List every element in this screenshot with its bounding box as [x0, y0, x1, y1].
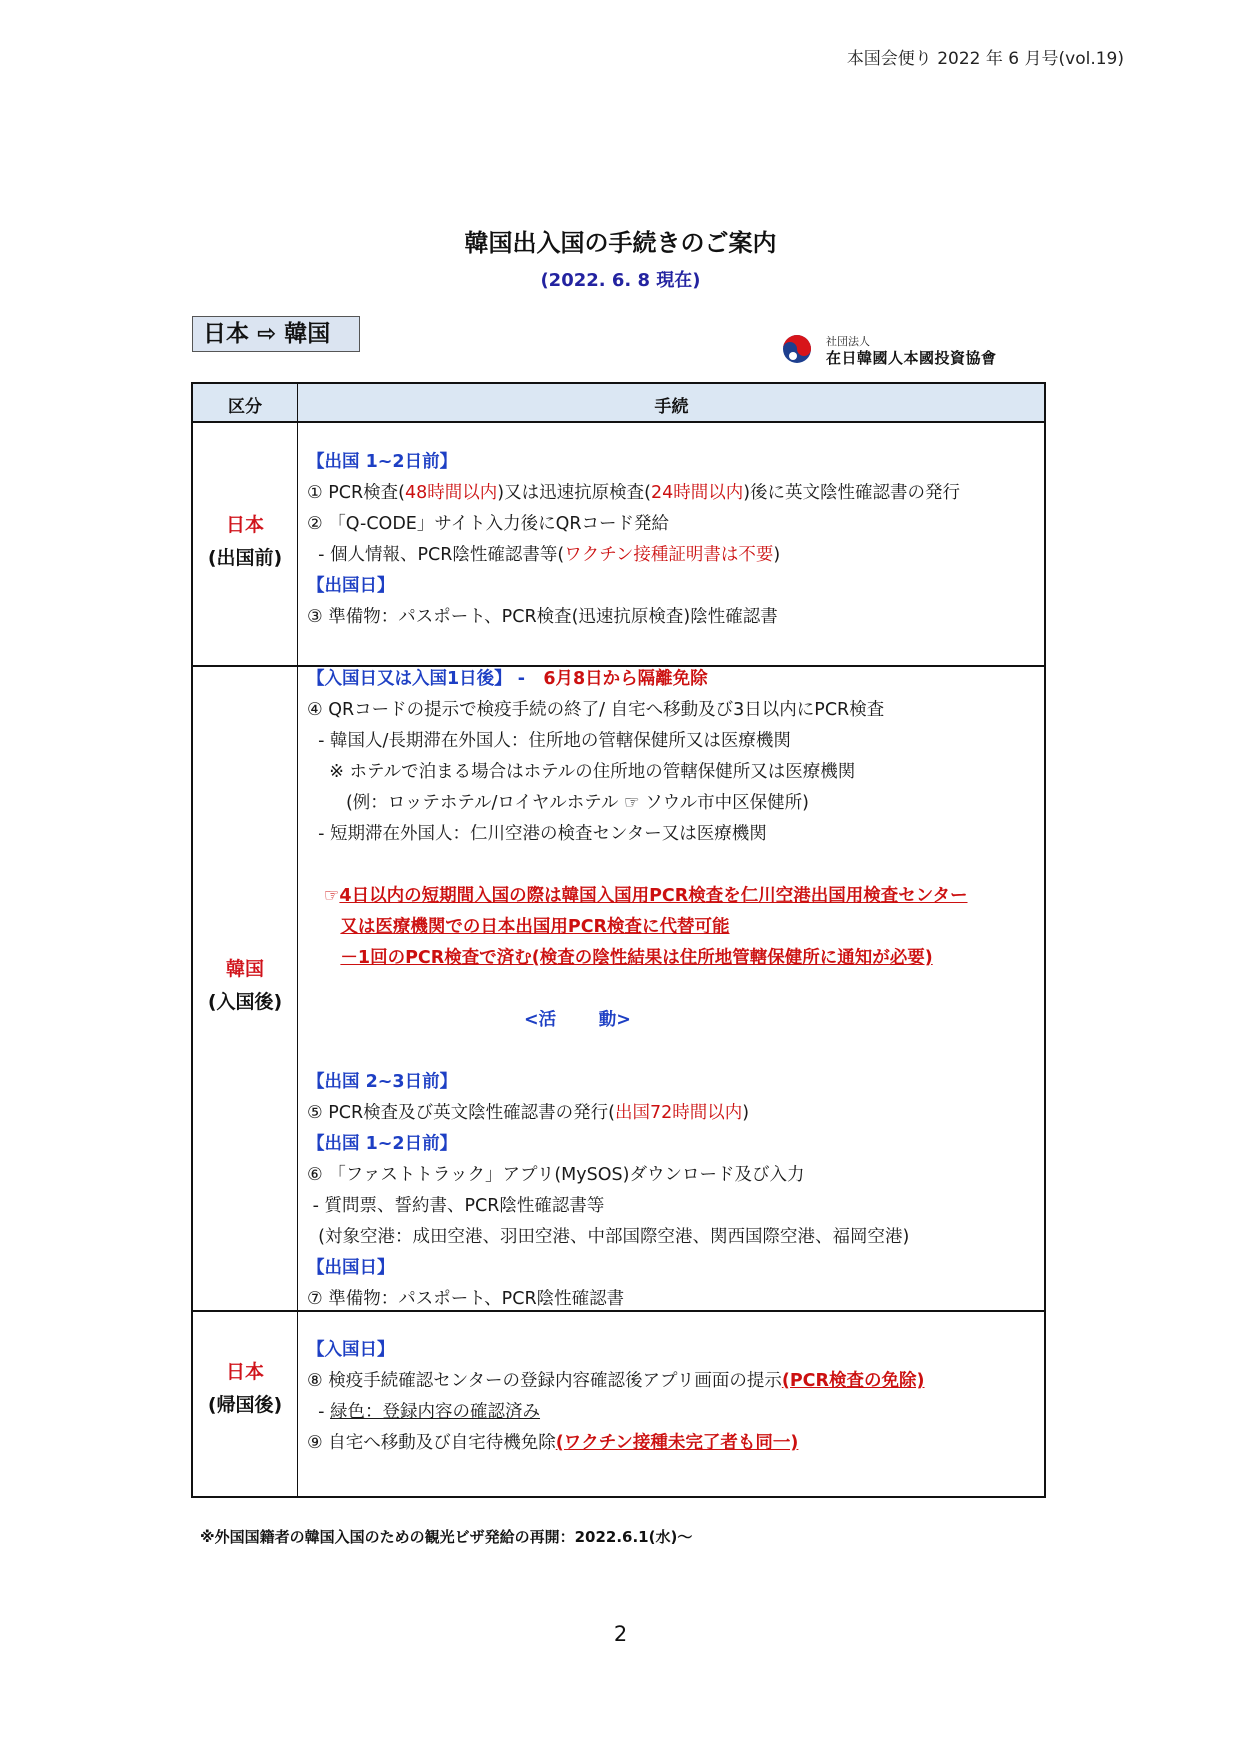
procedure-line — [307, 757, 1044, 788]
procedure-line — [307, 1428, 1044, 1459]
procedure-line — [307, 1160, 1044, 1191]
category-sub: (入国後) — [207, 991, 283, 1013]
category-main: 日本 — [225, 514, 264, 536]
procedure-text: 48時間以内 — [405, 483, 498, 503]
procedure-text: 24時間以内 — [650, 483, 744, 503]
association-logo — [782, 334, 1014, 374]
procedure-text: 【出国日】 — [307, 576, 395, 596]
procedure-line — [307, 1098, 1044, 1129]
procedure-lines — [307, 447, 1044, 633]
category-cell — [193, 509, 297, 575]
category-sub: (出国前) — [207, 547, 283, 569]
category-main: 日本 — [225, 1361, 264, 1383]
procedure-line — [307, 1284, 1044, 1315]
procedure-line — [307, 509, 1044, 540]
column-divider — [297, 384, 298, 421]
procedure-text: (ワクチン接種未完了者も同一) — [555, 1433, 799, 1453]
procedure-text: 【入国日】 — [307, 1340, 395, 1360]
procedure-line — [307, 1191, 1044, 1222]
header-category: 区分 — [228, 397, 262, 417]
procedure-text: 【出国日】 — [307, 1258, 395, 1278]
procedure-text: )後に英文陰性確認書の発行 — [743, 483, 961, 503]
procedure-text: ④ QRコードの提示で検疫手続の終了/ 自宅へ移動及び3日以内にPCR検査 — [307, 700, 885, 720]
procedure-line — [307, 447, 1044, 478]
procedure-line — [307, 602, 1044, 633]
procedure-line — [307, 571, 1044, 602]
procedure-line — [307, 1067, 1044, 1098]
column-divider — [297, 667, 298, 1310]
procedure-line — [307, 1397, 1044, 1428]
category-main: 韓国 — [225, 958, 264, 980]
procedure-text: ⑤ PCR検査及び英文陰性確認書の発行( — [307, 1103, 616, 1123]
procedure-text: (例：ロッテホテル/ロイヤルホテル ☞ ソウル市中区保健所) — [307, 793, 809, 813]
procedure-text: 又は医療機関での日本出国用PCR検査に代替可能 — [340, 917, 730, 937]
procedure-line — [307, 819, 1044, 850]
table-row-japan-return — [191, 1312, 1046, 1498]
page-number: 2 — [613, 1622, 628, 1646]
procedure-line — [307, 540, 1044, 571]
category-cell — [193, 1356, 297, 1422]
procedure-line — [307, 1005, 1044, 1036]
procedure-text: 6月8日から隔離免除 — [543, 669, 708, 689]
procedure-text: - 短期滞在外国人：仁川空港の検査センター又は医療機関 — [307, 824, 767, 844]
route-label: 日本 ⇨ 韓国 — [192, 316, 360, 352]
procedure-text: ⑥ 「ファストトラック」アプリ(MySOS)ダウンロード及び入力 — [307, 1165, 805, 1185]
procedure-text: 【出国 1~2日前】 — [307, 452, 458, 472]
table-header — [191, 382, 1046, 423]
header-procedure: 手続 — [654, 397, 689, 417]
procedure-text — [307, 1010, 524, 1030]
procedure-text — [307, 948, 340, 968]
procedure-text: ⑦ 準備物：パスポート、PCR陰性確認書 — [307, 1289, 625, 1309]
procedure-line — [307, 974, 1044, 1005]
page-subtitle: (2022. 6. 8 現在) — [540, 270, 701, 291]
procedure-text: ① PCR検査( — [307, 483, 406, 503]
procedure-text: (対象空港：成田空港、羽田空港、中部国際空港、関西国際空港、福岡空港) — [307, 1227, 910, 1247]
procedure-text: ) — [773, 545, 781, 565]
procedure-text: )又は迅速抗原検査( — [497, 483, 651, 503]
procedure-text: ☞ — [307, 886, 340, 906]
procedure-text: - 個人情報、PCR陰性確認書等( — [307, 545, 565, 565]
table-row-japan-departure — [191, 423, 1046, 667]
logo-subtitle: 社団法人 — [826, 335, 870, 348]
procedure-line — [307, 788, 1044, 819]
procedure-text: 4日以内の短期間入国の際は韓国入国用PCR検査を仁川空港出国用検査センター — [339, 886, 968, 906]
procedure-line — [307, 1129, 1044, 1160]
procedure-text: <活 動> — [523, 1010, 631, 1030]
procedure-lines — [307, 664, 1044, 1315]
procedure-text: - 韓国人/長期滞在外国人：住所地の管轄保健所又は医療機関 — [307, 731, 791, 751]
procedure-text: ⑨ 自宅へ移動及び自宅待機免除 — [307, 1433, 556, 1453]
procedure-text: - — [307, 1402, 331, 1422]
procedure-text: 【出国 1~2日前】 — [307, 1134, 458, 1154]
procedure-text: 【出国 2~3日前】 — [307, 1072, 458, 1092]
procedure-line — [307, 881, 1044, 912]
procedure-line — [307, 726, 1044, 757]
procedure-line — [307, 1222, 1044, 1253]
procedure-text: ⑧ 検疫手続確認センターの登録内容確認後アプリ画面の提示 — [307, 1371, 782, 1391]
procedure-text — [307, 917, 340, 937]
procedure-text: 【入国日又は入国1日後】 - — [307, 669, 544, 689]
procedure-text: 出国72時間以内 — [615, 1103, 743, 1123]
taegeuk-logo-icon — [782, 334, 812, 364]
category-cell — [193, 953, 297, 1019]
column-divider — [297, 1312, 298, 1496]
procedure-line — [307, 695, 1044, 726]
procedure-line — [307, 943, 1044, 974]
procedure-text: ② 「Q-CODE」サイト入力後にQRコード発給 — [307, 514, 670, 534]
procedure-text: ③ 準備物：パスポート、PCR検査(迅速抗原検査)陰性確認書 — [307, 607, 778, 627]
procedure-text: ※ ホテルで泊まる場合はホテルの住所地の管轄保健所又は医療機関 — [307, 762, 856, 782]
procedure-text: (PCR検査の免除) — [781, 1371, 925, 1391]
logo-name: 在日韓國人本國投資協會 — [826, 349, 997, 367]
procedure-line — [307, 1335, 1044, 1366]
column-divider — [297, 423, 298, 665]
procedure-text: 緑色：登録内容の確認済み — [330, 1402, 541, 1422]
page-title: 韓国出入国の手続きのご案内 — [464, 229, 777, 257]
publication-header: 本国会便り 2022 年 6 月号(vol.19) — [846, 49, 1124, 69]
procedure-line — [307, 1253, 1044, 1284]
procedure-line — [307, 478, 1044, 509]
procedure-line — [307, 664, 1044, 695]
procedure-text: －1回のPCR検査で済む(検査の陰性結果は住所地管轄保健所に通知が必要) — [340, 948, 933, 968]
procedure-line — [307, 850, 1044, 881]
footer-note: ※外国国籍者の韓国入国のための観光ビザ発給の再開：2022.6.1(水)～ — [200, 1528, 693, 1546]
procedure-line — [307, 912, 1044, 943]
procedure-text: ワクチン接種証明書は不要 — [564, 545, 774, 565]
procedure-lines — [307, 1335, 1044, 1459]
procedure-line — [307, 1036, 1044, 1067]
procedure-text: - 質問票、誓約書、PCR陰性確認書等 — [307, 1196, 605, 1216]
procedure-text: ) — [742, 1103, 750, 1123]
category-sub: (帰国後) — [207, 1394, 283, 1416]
table-row-korea-arrival — [191, 667, 1046, 1312]
procedure-table — [191, 382, 1046, 1498]
procedure-line — [307, 1366, 1044, 1397]
